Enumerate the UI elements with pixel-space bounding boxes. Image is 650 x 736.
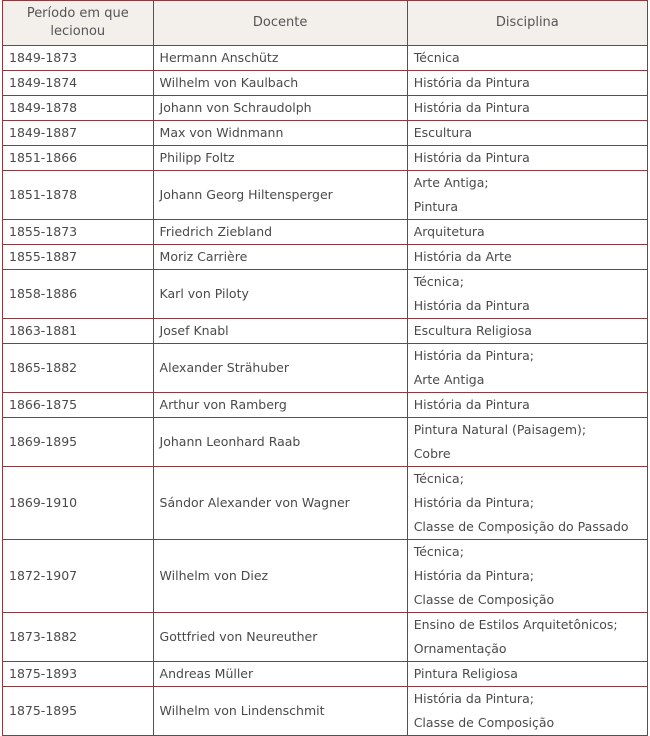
- table-row: [3, 687, 648, 736]
- subject-cell: [407, 171, 647, 220]
- subject-cell: [407, 393, 647, 418]
- subject-line: História da Arte: [413, 249, 512, 264]
- teacher-cell: Max von Widnmann: [153, 121, 407, 146]
- table-row: [3, 96, 648, 121]
- table-row: [3, 613, 648, 662]
- teachers-table: [2, 0, 648, 736]
- subject-cell: [407, 418, 647, 467]
- table-row: [3, 71, 648, 96]
- header-period: Período em que lecionou: [3, 1, 154, 46]
- period-cell: 1849-1874: [3, 71, 154, 96]
- subject-line: História da Pintura: [413, 298, 530, 313]
- table-row: [3, 245, 648, 270]
- period-cell: 1869-1895: [3, 418, 154, 467]
- subject-cell: [407, 270, 647, 319]
- period-cell: 1866-1875: [3, 393, 154, 418]
- subject-cell: [407, 344, 647, 393]
- subject-line: Classe de Composição: [413, 592, 555, 607]
- subject-line: Pintura: [413, 199, 458, 214]
- subject-line: Técnica;: [413, 544, 464, 559]
- subject-line: Classe de Composição: [413, 715, 555, 730]
- subject-line: Ensino de Estilos Arquitetônicos;: [413, 617, 618, 632]
- table-row: [3, 270, 648, 319]
- table-row: [3, 46, 648, 71]
- header-row: [3, 1, 648, 46]
- teacher-cell: Wilhelm von Kaulbach: [153, 71, 407, 96]
- period-cell: 1851-1878: [3, 171, 154, 220]
- teacher-cell: Arthur von Ramberg: [153, 393, 407, 418]
- period-cell: 1849-1878: [3, 96, 154, 121]
- subject-cell: [407, 319, 647, 344]
- teacher-cell: Johann Leonhard Raab: [153, 418, 407, 467]
- teacher-cell: Gottfried von Neureuther: [153, 613, 407, 662]
- period-cell: 1875-1895: [3, 687, 154, 736]
- subject-line: Escultura Religiosa: [413, 323, 532, 338]
- subject-line: História da Pintura;: [413, 495, 534, 510]
- subject-cell: [407, 96, 647, 121]
- period-cell: 1849-1873: [3, 46, 154, 71]
- subject-line: História da Pintura: [413, 100, 530, 115]
- table-row: [3, 146, 648, 171]
- subject-line: História da Pintura;: [413, 568, 534, 583]
- table-row: [3, 121, 648, 146]
- teacher-cell: Johann von Schraudolph: [153, 96, 407, 121]
- subject-line: História da Pintura;: [413, 691, 534, 706]
- table-row: [3, 662, 648, 687]
- table-row: [3, 344, 648, 393]
- teacher-cell: Alexander Strähuber: [153, 344, 407, 393]
- period-cell: 1858-1886: [3, 270, 154, 319]
- subject-line: Classe de Composição do Passado: [413, 519, 629, 534]
- period-cell: 1851-1866: [3, 146, 154, 171]
- header-teacher: Docente: [153, 1, 407, 46]
- teacher-cell: Hermann Anschütz: [153, 46, 407, 71]
- table-row: [3, 540, 648, 613]
- subject-line: Técnica;: [413, 274, 464, 289]
- period-cell: 1863-1881: [3, 319, 154, 344]
- subject-line: História da Pintura: [413, 75, 530, 90]
- period-cell: 1855-1887: [3, 245, 154, 270]
- teacher-cell: Sándor Alexander von Wagner: [153, 467, 407, 540]
- subject-cell: [407, 121, 647, 146]
- period-cell: 1869-1910: [3, 467, 154, 540]
- subject-line: Ornamentação: [413, 641, 507, 656]
- teacher-cell: Moriz Carrière: [153, 245, 407, 270]
- subject-line: Arte Antiga: [413, 372, 485, 387]
- subject-cell: [407, 46, 647, 71]
- subject-line: Técnica: [413, 50, 460, 65]
- subject-cell: [407, 540, 647, 613]
- teacher-cell: Philipp Foltz: [153, 146, 407, 171]
- teacher-cell: Karl von Piloty: [153, 270, 407, 319]
- subject-cell: [407, 467, 647, 540]
- header-subject: Disciplina: [407, 1, 647, 46]
- subject-line: Cobre: [413, 446, 451, 461]
- table-row: [3, 418, 648, 467]
- subject-line: Técnica;: [413, 471, 464, 486]
- subject-cell: [407, 613, 647, 662]
- table-row: [3, 220, 648, 245]
- teacher-cell: Josef Knabl: [153, 319, 407, 344]
- subject-cell: [407, 146, 647, 171]
- subject-line: Pintura Religiosa: [413, 666, 518, 681]
- period-cell: 1855-1873: [3, 220, 154, 245]
- subject-cell: [407, 662, 647, 687]
- period-cell: 1872-1907: [3, 540, 154, 613]
- teacher-cell: Wilhelm von Diez: [153, 540, 407, 613]
- table-row: [3, 467, 648, 540]
- period-cell: 1849-1887: [3, 121, 154, 146]
- period-cell: 1865-1882: [3, 344, 154, 393]
- period-cell: 1875-1893: [3, 662, 154, 687]
- teacher-cell: Wilhelm von Lindenschmit: [153, 687, 407, 736]
- subject-line: Arquitetura: [413, 224, 485, 239]
- subject-cell: [407, 220, 647, 245]
- subject-cell: [407, 245, 647, 270]
- subject-cell: [407, 687, 647, 736]
- subject-line: História da Pintura: [413, 397, 530, 412]
- table-row: [3, 319, 648, 344]
- subject-cell: [407, 71, 647, 96]
- subject-line: Arte Antiga;: [413, 175, 489, 190]
- table-row: [3, 393, 648, 418]
- subject-line: Pintura Natural (Paisagem);: [413, 422, 587, 437]
- teacher-cell: Johann Georg Hiltensperger: [153, 171, 407, 220]
- subject-line: Escultura: [413, 125, 473, 140]
- teacher-cell: Andreas Müller: [153, 662, 407, 687]
- table-row: [3, 171, 648, 220]
- subject-line: História da Pintura: [413, 150, 530, 165]
- subject-line: História da Pintura;: [413, 348, 534, 363]
- teacher-cell: Friedrich Ziebland: [153, 220, 407, 245]
- period-cell: 1873-1882: [3, 613, 154, 662]
